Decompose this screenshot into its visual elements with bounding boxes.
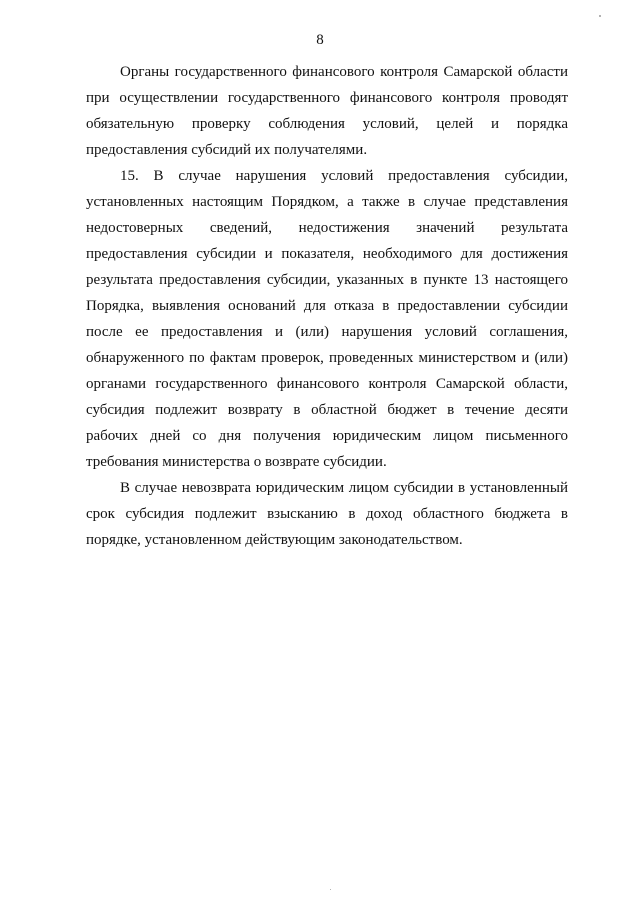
text-line: рабочих дней со дня получения юридическим лицом письменного <box>86 428 568 444</box>
text-line: Порядка, выявления оснований для отказа в предоставлении субсидии <box>86 298 568 314</box>
page-number: 8 <box>316 32 324 48</box>
text-line: предоставления субсидии и показателя, необходимого для достижения <box>86 246 568 262</box>
text-line: требования министерства о возврате субсидии. <box>86 454 387 470</box>
text-line: порядке, установленном действующим законодательством. <box>86 532 463 548</box>
text-line: установленных настоящим Порядком, а также в случае представления <box>86 194 568 210</box>
scan-speck <box>599 15 601 17</box>
text-line: В случае невозврата юридическим лицом субсидии в установленный <box>120 480 568 496</box>
text-line: Органы государственного финансового контроля Самарской области <box>120 64 568 80</box>
text-line: обнаруженного по фактам проверок, проведенных министерством и (или) <box>86 350 568 366</box>
text-line: предоставления субсидий их получателями. <box>86 142 368 158</box>
document-body <box>86 59 568 553</box>
text-line: результата предоставления субсидии, указанных в пункте 13 настоящего <box>86 272 568 288</box>
paragraph-control-bodies <box>86 59 568 163</box>
text-line: после ее предоставления и (или) нарушения условий соглашения, <box>86 324 568 340</box>
text-line: субсидия подлежит возврату в областной бюджет в течение десяти <box>86 402 568 418</box>
text-line: срок субсидия подлежит взысканию в доход областного бюджета в <box>86 506 568 522</box>
text-line: недостоверных сведений, недостижения значений результата <box>86 220 568 236</box>
paragraph-item-15 <box>86 163 568 475</box>
text-line: при осуществлении государственного финансового контроля проводят <box>86 90 568 106</box>
text-line: 15. В случае нарушения условий предоставления субсидии, <box>120 168 568 184</box>
text-line: обязательную проверку соблюдения условий, целей и порядка <box>86 116 568 132</box>
paragraph-non-return <box>86 475 568 553</box>
text-line: органами государственного финансового контроля Самарской области, <box>86 376 568 392</box>
scan-speck <box>330 889 331 890</box>
